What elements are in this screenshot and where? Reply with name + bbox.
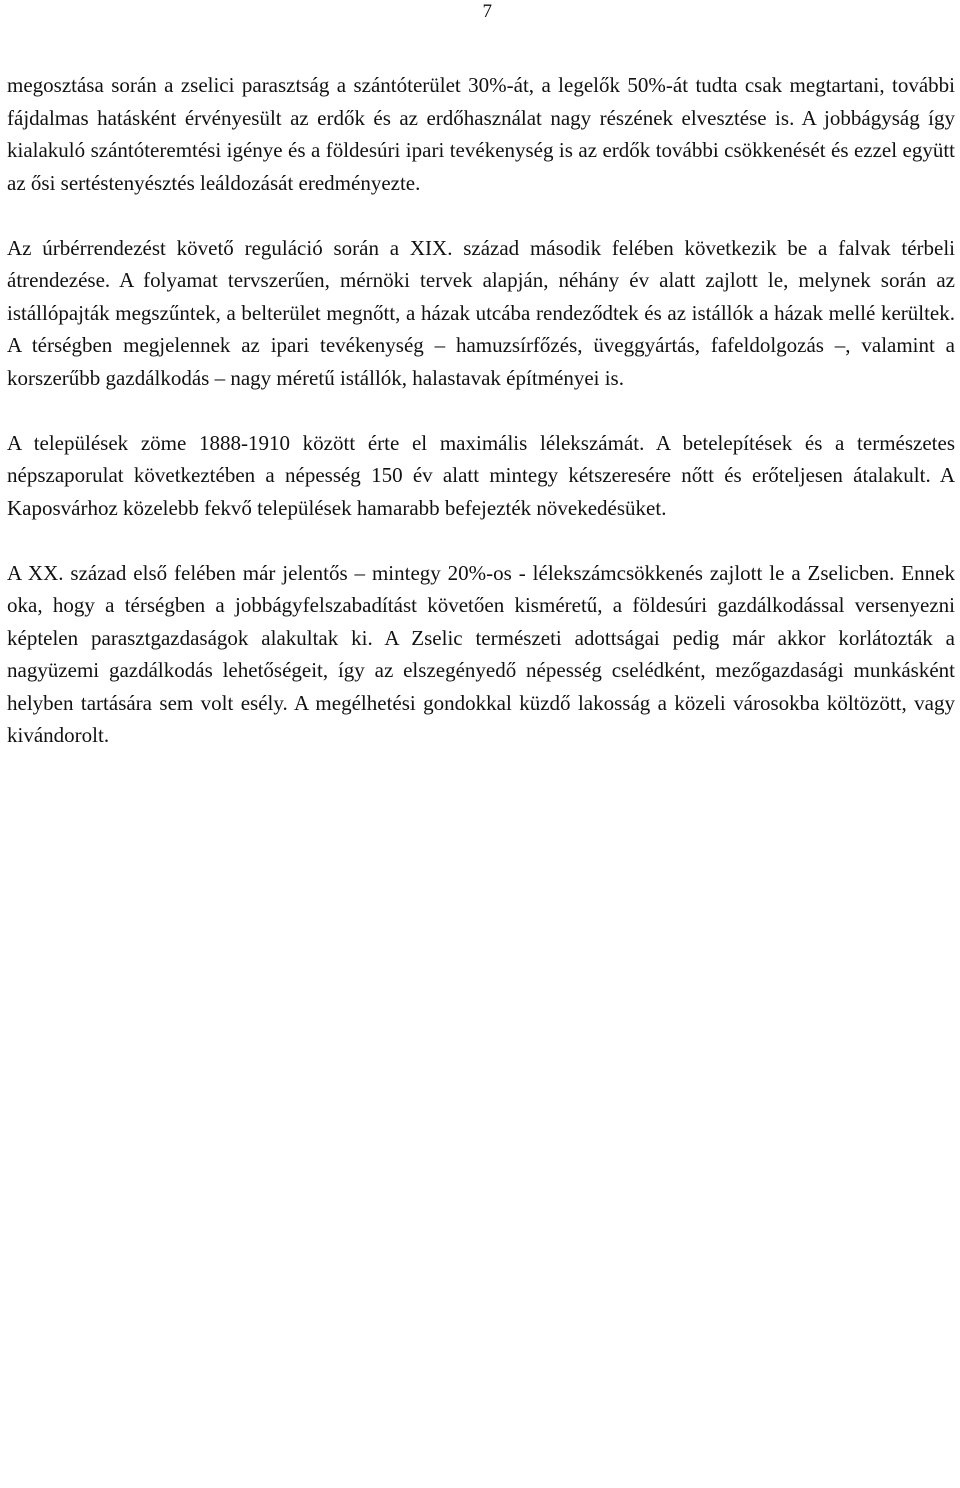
paragraph: Az úrbérrendezést követő reguláció során a XIX. század második felében következik be a falvak térbeli átrendezése. A folyamat tervszerűen, mérnöki tervek alapján, néhány év alatt zajlott le, melynek során az istállópajták megszűntek, a belterület megnőtt, a házak utcába rendeződtek és az istállók a házak mellé kerültek. A térségben megjelennek az ipari tevékenység – hamuzsírfőzés, üveggyártás, fafeldolgozás –, valamint a korszerűbb gazdálkodás – nagy méretű istállók, halastavak építményei is. [7,235,955,390]
paragraph: megosztása során a zselici parasztság a szántóterület 30%-át, a legelők 50%-át tudta csak megtartani, további fájdalmas hatásként érvényesült az erdők és az erdőhasználat nagy részének elvesztése is. A jobbágyság így kialakuló szántóteremtési igénye és a földesúri ipari tevékenység is az erdők további csökkenését és ezzel együtt az ősi sertéstenyésztés leáldozását eredményezte. [7,73,955,195]
paragraph: A XX. század első felében már jelentős – mintegy 20%-os - lélekszámcsökkenés zajlott le a Zselicben. Ennek oka, hogy a térségben a jobbágyfelszabadítást követően kisméretű, a földesúri gazdálkodással versenyezni képtelen parasztgazdaságok alakultak ki. A Zselic természeti adottságai pedig már akkor korlátozták a nagyüzemi gazdálkodás lehetőségeit, így az elszegényedő népesség cselédként, mezőgazdasági munkásként helyben tartására sem volt esély. A megélhetési gondokkal küzdő lakosság a közeli városokba költözött, vagy kivándorolt. [7,560,955,747]
page-number: 7 [482,1,492,22]
body-text [7,69,955,784]
paragraph: A települések zöme 1888-1910 között érte el maximális lélekszámát. A betelepítések és a természetes népszaporulat következtében a népesség 150 év alatt mintegy kétszeresére nőtt és erőteljesen átalakult. A Kaposvárhoz közelebb fekvő települések hamarabb befejezték növekedésüket. [7,430,955,520]
